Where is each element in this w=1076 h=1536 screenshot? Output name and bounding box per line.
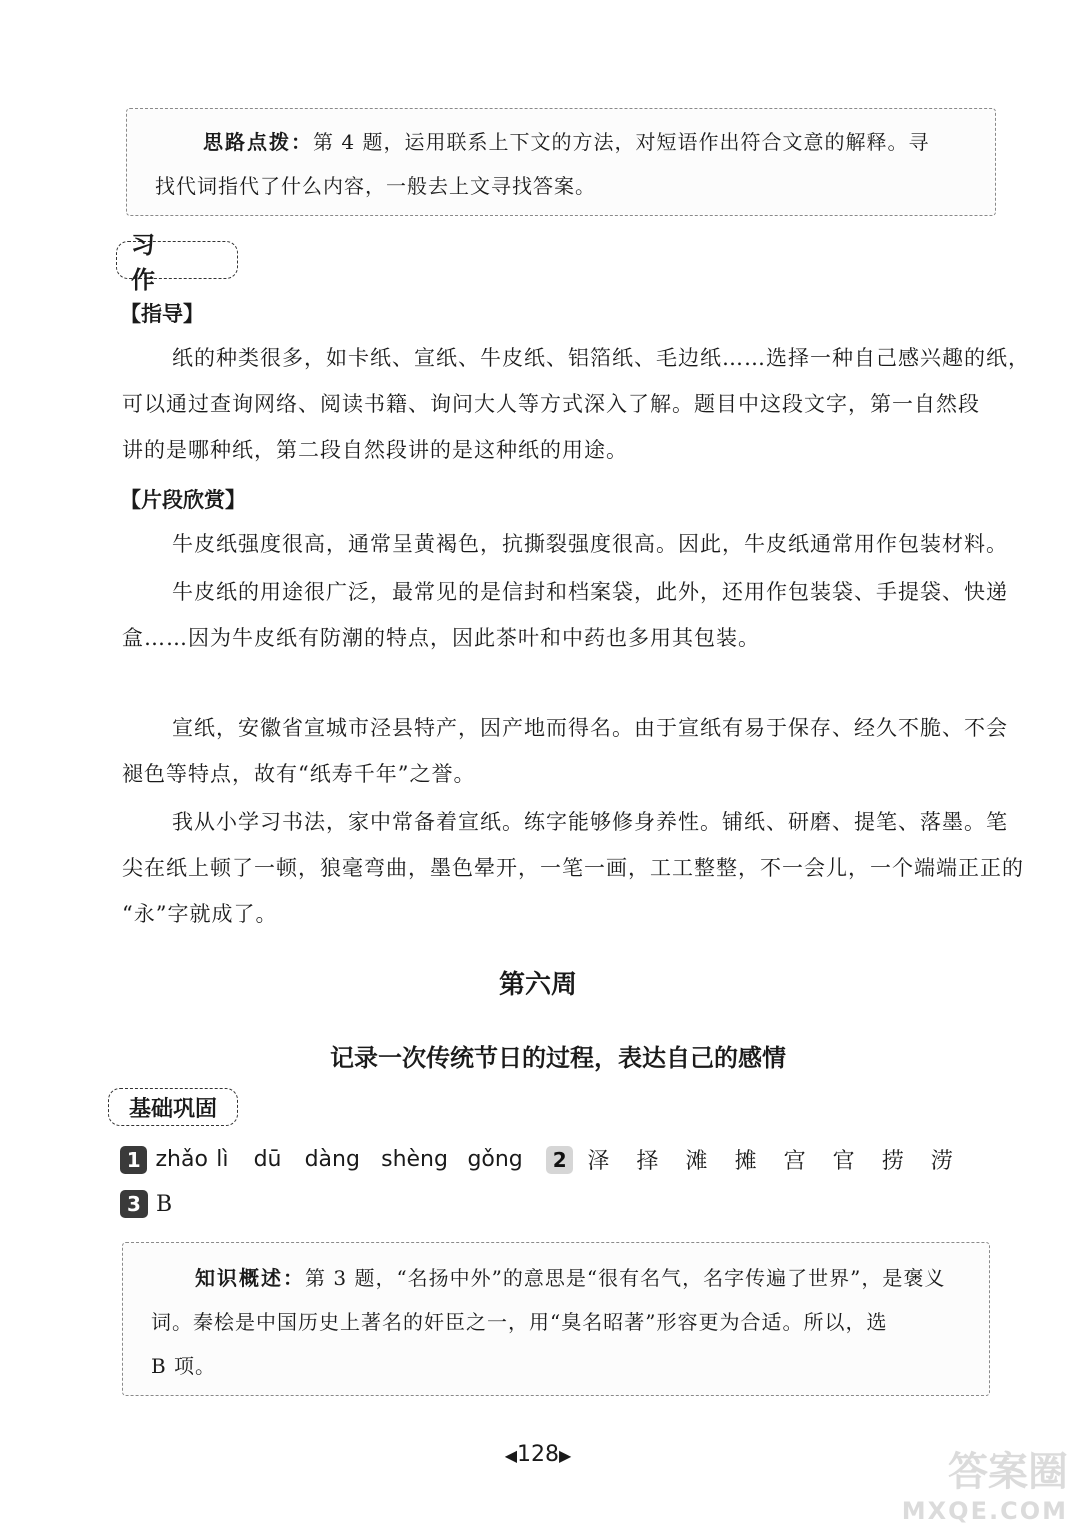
q2-answer: 涝: [930, 1149, 953, 1174]
next-arrow-icon: ▶: [559, 1446, 572, 1465]
question-1-badge: 1: [120, 1146, 147, 1174]
week-title: 第六周: [498, 970, 577, 1000]
guide-line-3: 讲的是哪种纸，第二段自然段讲的是这种纸的用途。: [122, 438, 628, 462]
page-number-value: 128: [517, 1442, 559, 1467]
q2-answer: 泽: [587, 1149, 610, 1174]
excerpt-line-8: “永”字就成了。: [122, 902, 278, 926]
q1-answer: zhǎo: [155, 1147, 208, 1172]
basics-section-tag: 基础巩固: [108, 1088, 238, 1126]
knowledge-label: 知识概述：: [195, 1266, 305, 1290]
excerpt-line-2: 牛皮纸的用途很广泛，最常见的是信封和档案袋，此外，还用作包装袋、手提袋、快递: [172, 580, 1008, 604]
q1-answer: shèng: [381, 1147, 448, 1172]
tip-line-1: 思路点拨：第 4 题，运用联系上下文的方法，对短语作出符合文意的解释。寻: [203, 130, 930, 154]
guide-line-2: 可以通过查询网络、阅读书籍、询问大人等方式深入了解。题目中这段文字，第一自然段: [122, 392, 980, 416]
guide-heading: 【指导】: [120, 302, 204, 326]
tip-line-2: 找代词指代了什么内容，一般去上文寻找答案。: [155, 174, 596, 198]
tip-box: [126, 108, 996, 216]
excerpt-line-7: 尖在纸上顿了一顿，狼毫弯曲，墨色晕开，一笔一画，工工整整，不一会儿，一个端端正正的: [122, 856, 1024, 880]
knowledge-line-3: B 项。: [151, 1354, 217, 1378]
q2-answer: 摊: [734, 1149, 757, 1174]
excerpt-line-3: 盒……因为牛皮纸有防潮的特点，因此茶叶和中药也多用其包装。: [122, 626, 760, 650]
excerpt-heading: 【片段欣赏】: [120, 488, 246, 512]
q1-answer: lì: [216, 1147, 229, 1172]
tip-label: 思路点拨：: [203, 130, 313, 154]
q1-answer: gǒng: [467, 1147, 523, 1172]
week-subtitle: 记录一次传统节日的过程，表达自己的感情: [330, 1044, 786, 1072]
writing-section-tag: 习 作: [116, 241, 238, 279]
q1-answer: dàng: [304, 1147, 360, 1172]
question-3-badge: 3: [120, 1190, 148, 1218]
prev-arrow-icon: ◀: [504, 1446, 517, 1465]
q2-answer: 择: [636, 1149, 659, 1174]
knowledge-line-1: 知识概述：第 3 题，“名扬中外”的意思是“很有名气，名字传遍了世界”，是褒义: [195, 1266, 946, 1290]
answer-row-1: [120, 1144, 970, 1175]
excerpt-line-5: 褪色等特点，故有“纸寿千年”之誉。: [122, 762, 476, 786]
excerpt-line-4: 宣纸，安徽省宣城市泾县特产，因产地而得名。由于宣纸有易于保存、经久不脆、不会: [172, 716, 1008, 740]
watermark-logo: [848, 1440, 1068, 1530]
question-2-badge: 2: [546, 1146, 573, 1174]
guide-line-1: 纸的种类很多，如卡纸、宣纸、牛皮纸、铝箔纸、毛边纸……选择一种自己感兴趣的纸，: [172, 346, 1030, 370]
knowledge-box: [122, 1242, 990, 1396]
excerpt-line-6: 我从小学习书法，家中常备着宣纸。练字能够修身养性。铺纸、研磨、提笔、落墨。笔: [172, 810, 1008, 834]
watermark-title: 答案圈: [948, 1449, 1068, 1495]
q2-answer: 官: [832, 1149, 855, 1174]
knowledge-line-2: 词。秦桧是中国历史上著名的奸臣之一，用“臭名昭著”形容更为合适。所以，选: [151, 1310, 888, 1334]
q2-answer: 捞: [881, 1149, 904, 1174]
q1-answer: dū: [253, 1147, 282, 1172]
watermark-url: MXQE.COM: [901, 1497, 1068, 1525]
excerpt-line-1: 牛皮纸强度很高，通常呈黄褐色，抗撕裂强度很高。因此，牛皮纸通常用作包装材料。: [172, 532, 1008, 556]
answer-row-2: [120, 1190, 172, 1218]
q3-answer: B: [156, 1191, 173, 1217]
q2-answer: 滩: [685, 1149, 708, 1174]
q2-answer: 宫: [783, 1149, 806, 1174]
